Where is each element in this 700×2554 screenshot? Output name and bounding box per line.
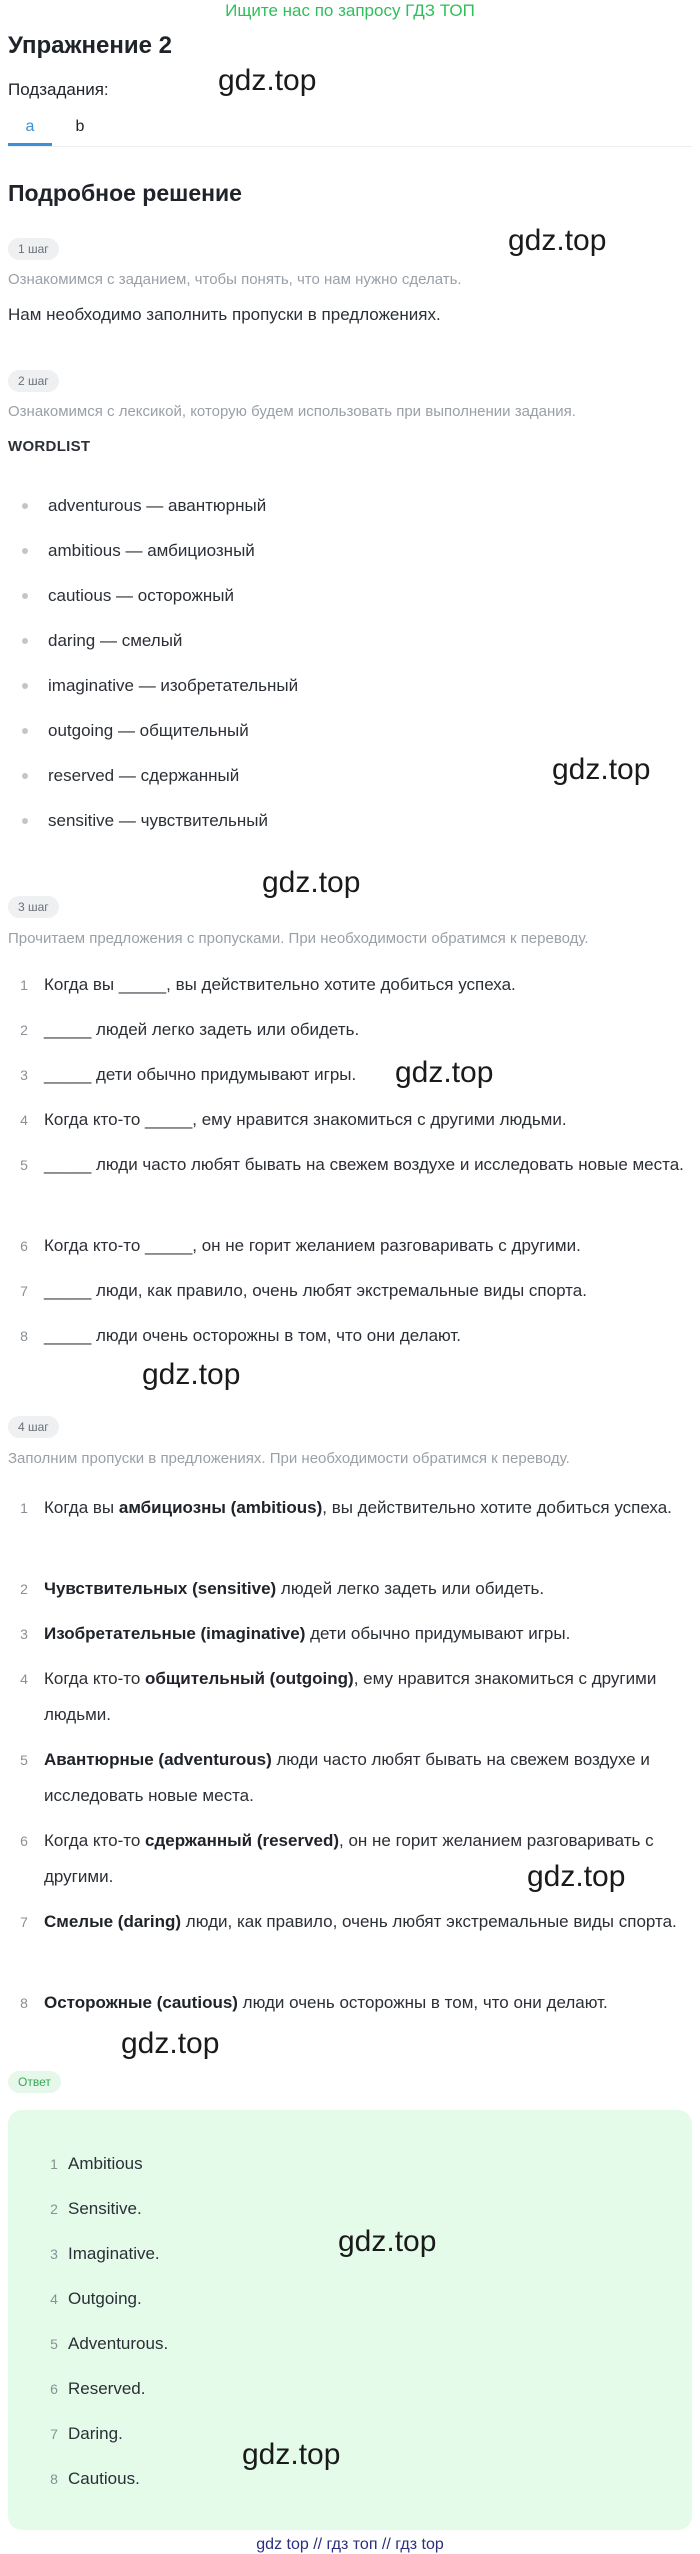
wordlist-item: sensitive — чувствительный	[48, 811, 268, 830]
list-bullet	[22, 548, 28, 554]
watermark: gdz.top	[242, 2438, 341, 2471]
item-number: 1	[20, 1500, 28, 1516]
watermark: gdz.top	[121, 2027, 220, 2060]
item-number: 8	[50, 2471, 58, 2487]
watermark: gdz.top	[527, 1860, 626, 1893]
item-number: 5	[20, 1752, 28, 1768]
item-number: 7	[50, 2426, 58, 2442]
item-number: 4	[20, 1671, 28, 1687]
answer-item: Imaginative.	[68, 2244, 160, 2263]
wordlist-item: adventurous — авантюрный	[48, 496, 267, 515]
tab-a[interactable]: a	[8, 112, 52, 146]
search-banner[interactable]: Ищите нас по запросу ГДЗ ТОП	[225, 1, 475, 20]
solution-title: Подробное решение	[8, 180, 242, 206]
item-number: 6	[20, 1833, 28, 1849]
list-bullet	[22, 593, 28, 599]
filled-sentence: Авантюрные (adventurous) люди часто любят бывать на свежем воздухе и исследовать новые места.	[44, 1750, 650, 1805]
item-number: 3	[20, 1626, 28, 1642]
item-number: 1	[50, 2156, 58, 2172]
answer-badge: Ответ	[8, 2071, 61, 2093]
item-number: 2	[20, 1581, 28, 1597]
watermark: gdz.top	[338, 2225, 437, 2258]
list-bullet	[22, 683, 28, 689]
gap-sentence: _____ люди часто любят бывать на свежем воздухе и исследовать новые места.	[44, 1155, 684, 1174]
list-bullet	[22, 728, 28, 734]
step-badge: 3 шаг	[8, 896, 59, 918]
step-text: Нам необходимо заполнить пропуски в предложениях.	[8, 305, 441, 324]
filled-sentence: Когда кто-то сдержанный (reserved), он не горит желанием разговаривать с другими.	[44, 1831, 654, 1886]
gap-sentence: _____ дети обычно придумывают игры.	[44, 1065, 357, 1084]
step-note: Ознакомимся с заданием, чтобы понять, что нам нужно сделать.	[8, 271, 462, 288]
filled-sentence: Изобретательные (imaginative) дети обычно придумывают игры.	[44, 1624, 571, 1643]
item-number: 7	[20, 1283, 28, 1299]
list-bullet	[22, 818, 28, 824]
gap-sentence: _____ люди, как правило, очень любят экстремальные виды спорта.	[44, 1281, 587, 1300]
wordlist-item: ambitious — амбициозный	[48, 541, 255, 560]
filled-sentence: Когда кто-то общительный (outgoing), ему нравится знакомиться с другими людьми.	[44, 1669, 657, 1724]
list-bullet	[22, 503, 28, 509]
item-number: 8	[20, 1995, 28, 2011]
answer-item: Sensitive.	[68, 2199, 142, 2218]
item-number: 7	[20, 1914, 28, 1930]
gap-sentence: _____ люди очень осторожны в том, что они делают.	[44, 1326, 462, 1345]
filled-sentence: Осторожные (cautious) люди очень осторожны в том, что они делают.	[44, 1993, 608, 2012]
footer-links[interactable]: gdz top // гдз топ // гдз top	[256, 2536, 444, 2553]
wordlist-item: cautious — осторожный	[48, 586, 234, 605]
subtasks-label: Подзадания:	[8, 80, 109, 99]
item-number: 5	[50, 2336, 58, 2352]
item-number: 5	[20, 1157, 28, 1173]
gap-sentence: Когда кто-то _____, ему нравится знакомиться с другими людьми.	[44, 1110, 567, 1129]
wordlist-title: WORDLIST	[8, 438, 91, 455]
wordlist-item: outgoing — общительный	[48, 721, 249, 740]
step-badge: 1 шаг	[8, 238, 59, 260]
item-number: 4	[50, 2291, 58, 2307]
item-number: 6	[20, 1238, 28, 1254]
filled-sentence: Смелые (daring) люди, как правило, очень любят экстремальные виды спорта.	[44, 1912, 677, 1931]
filled-sentence: Чувствительных (sensitive) людей легко задеть или обидеть.	[44, 1579, 545, 1598]
list-bullet	[22, 638, 28, 644]
wordlist-item: daring — смелый	[48, 631, 183, 650]
gap-sentence: _____ людей легко задеть или обидеть.	[44, 1020, 360, 1039]
wordlist-item: imaginative — изобретательный	[48, 676, 299, 695]
answer-item: Daring.	[68, 2424, 123, 2443]
answer-item: Outgoing.	[68, 2289, 142, 2308]
answer-item: Ambitious	[68, 2154, 143, 2173]
answer-item: Reserved.	[68, 2379, 146, 2398]
step-badge: 2 шаг	[8, 370, 59, 392]
tabs-divider	[8, 146, 692, 147]
item-number: 1	[20, 977, 28, 993]
filled-sentence: Когда вы амбициозны (ambitious), вы действительно хотите добиться успеха.	[44, 1498, 672, 1517]
item-number: 2	[50, 2201, 58, 2217]
step-badge: 4 шаг	[8, 1416, 59, 1438]
tab-b[interactable]: b	[75, 118, 85, 135]
item-number: 6	[50, 2381, 58, 2397]
answer-item: Cautious.	[68, 2469, 140, 2488]
gap-sentence: Когда вы _____, вы действительно хотите добиться успеха.	[44, 975, 516, 994]
item-number: 4	[20, 1112, 28, 1128]
item-number: 3	[20, 1067, 28, 1083]
watermark: gdz.top	[218, 64, 317, 97]
step-note: Заполним пропуски в предложениях. При необходимости обратимся к переводу.	[8, 1450, 570, 1467]
wordlist-item: reserved — сдержанный	[48, 766, 240, 785]
item-number: 8	[20, 1328, 28, 1344]
watermark: gdz.top	[262, 866, 361, 899]
gap-sentence: Когда кто-то _____, он не горит желанием разговаривать с другими.	[44, 1236, 581, 1255]
step-note: Ознакомимся с лексикой, которую будем использовать при выполнении задания.	[8, 403, 576, 420]
step-note: Прочитаем предложения с пропусками. При необходимости обратимся к переводу.	[8, 930, 589, 947]
watermark: gdz.top	[142, 1358, 241, 1391]
item-number: 2	[20, 1022, 28, 1038]
answer-item: Adventurous.	[68, 2334, 169, 2353]
watermark: gdz.top	[552, 753, 651, 786]
page-title: Упражнение 2	[8, 32, 172, 59]
list-bullet	[22, 773, 28, 779]
item-number: 3	[50, 2246, 58, 2262]
watermark: gdz.top	[395, 1056, 494, 1089]
watermark: gdz.top	[508, 224, 607, 257]
